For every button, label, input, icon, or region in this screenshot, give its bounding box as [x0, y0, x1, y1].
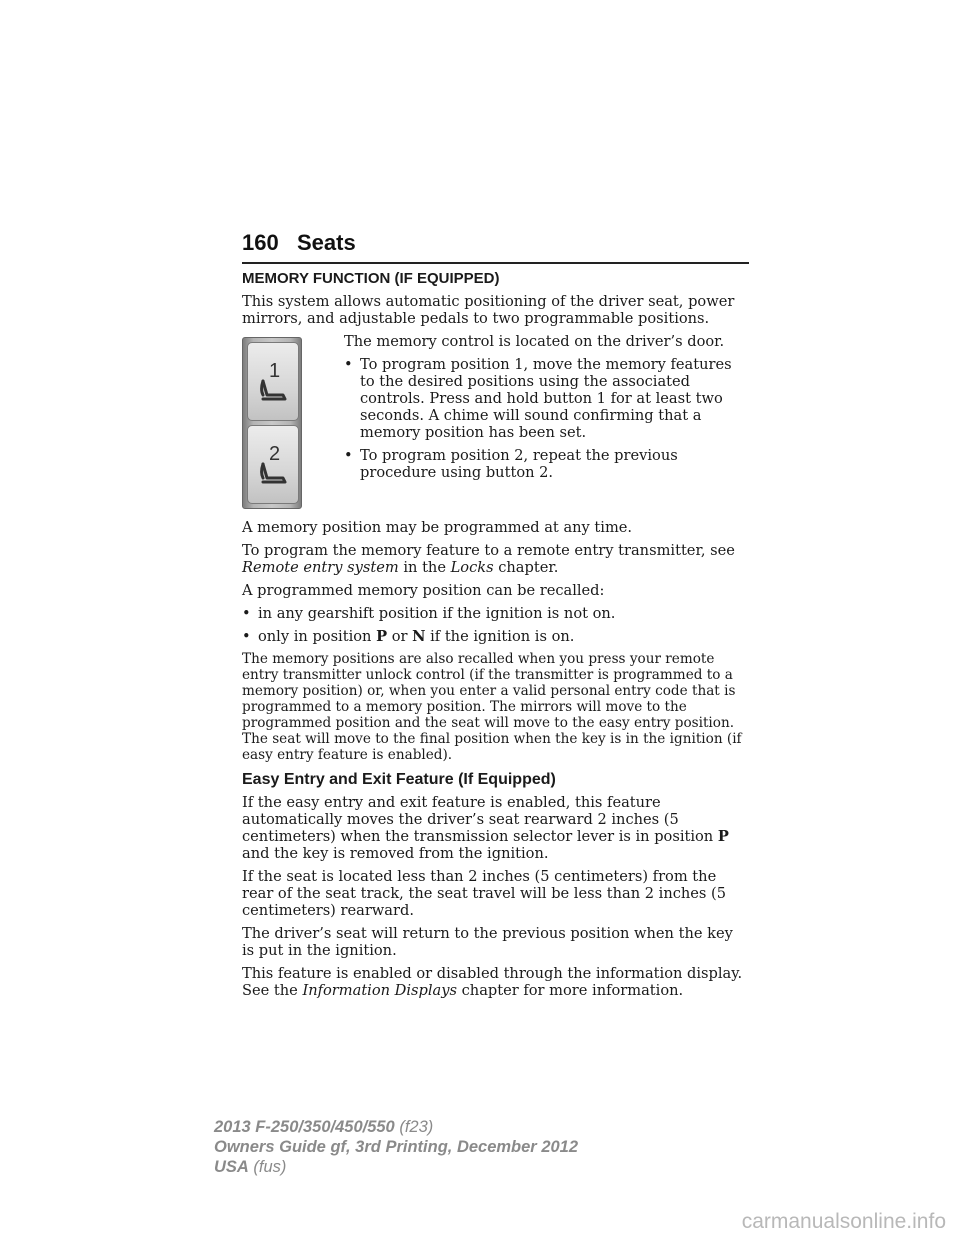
chapter-title: Seats — [297, 230, 356, 255]
recall-paragraph: The memory positions are also recalled when you press your remote entry transmitter unlock control (if the transmitter is programmed to a memory position) or, when you enter a valid personal entry code that is programmed to a memory position. The mirrors will move to the programmed position and the seat will move to the easy entry position. The seat will move to the final position when the key is in the ignition (if easy entry feature is enabled). — [242, 651, 742, 763]
paragraph-any-time: A memory position may be programmed at any time. — [242, 519, 633, 536]
subsection-heading: Easy Entry and Exit Feature (If Equipped) — [242, 771, 556, 788]
information-displays-reference: Information Displays — [302, 982, 457, 999]
remote-entry-reference: Remote entry system — [242, 559, 399, 576]
svg-text:1: 1 — [269, 361, 281, 382]
easy-entry-paragraph-2: If the seat is located less than 2 inches (5 centimeters) from the rear of the seat track, the seat travel will be less than 2 inches (5 centimeters) rearward. — [242, 868, 727, 919]
easy-entry-paragraph-4: This feature is enabled or disabled through the information display. See the Information Displays chapter for more information. — [242, 965, 743, 999]
page-content — [242, 270, 747, 1005]
memory-control-text — [344, 333, 747, 487]
footer-market-line: USA (fus) — [214, 1158, 287, 1176]
footer-printing-line: Owners Guide gf, 3rd Printing, December 2012 — [214, 1138, 579, 1156]
list-item: • To program position 1, move the memory features to the desired positions using the associated controls. Press and hold button 1 for at least two seconds. A chime will sound confirming that a memory position has been set. — [344, 356, 747, 441]
recall-conditions-list — [242, 605, 747, 645]
watermark: carmanualsonline.info — [741, 1210, 946, 1233]
section-heading: MEMORY FUNCTION (IF EQUIPPED) — [242, 270, 500, 287]
seat-memory-1-icon — [257, 361, 291, 403]
memory-button-1 — [247, 342, 299, 421]
easy-entry-paragraph-3: The driver’s seat will return to the previous position when the key is put in the ignition. — [242, 925, 733, 959]
intro-paragraph: This system allows automatic positioning of the driver seat, power mirrors, and adjustable pedals to two programmable positions. — [242, 293, 735, 327]
list-item: • in any gearshift position if the ignition is not on. — [242, 605, 747, 622]
paragraph-remote-entry: To program the memory feature to a remote entry transmitter, see Remote entry system in the Locks chapter. — [242, 542, 735, 576]
page-footer — [214, 1117, 578, 1177]
program-steps-list — [344, 356, 747, 481]
list-item: • only in position P or N if the ignition is on. — [242, 628, 747, 645]
list-item: • To program position 2, repeat the previous procedure using button 2. — [344, 447, 747, 481]
panel-intro: The memory control is located on the driver’s door. — [344, 333, 725, 350]
footer-model-line: 2013 F-250/350/450/550 (f23) — [214, 1118, 434, 1136]
page-header — [242, 228, 749, 264]
seat-memory-2-icon — [257, 444, 291, 486]
locks-chapter-reference: Locks — [450, 559, 494, 576]
memory-control-panel-illustration — [242, 337, 302, 509]
page-number: 160 — [242, 230, 279, 255]
memory-button-2 — [247, 425, 299, 504]
recall-intro: A programmed memory position can be recalled: — [242, 582, 605, 599]
memory-control-block — [242, 333, 747, 509]
svg-text:2: 2 — [269, 444, 281, 465]
easy-entry-paragraph-1: If the easy entry and exit feature is enabled, this feature automatically moves the driver’s seat rearward 2 inches (5 centimeters) when the transmission selector lever is in position P and the key is removed from the ignition. — [242, 794, 729, 862]
